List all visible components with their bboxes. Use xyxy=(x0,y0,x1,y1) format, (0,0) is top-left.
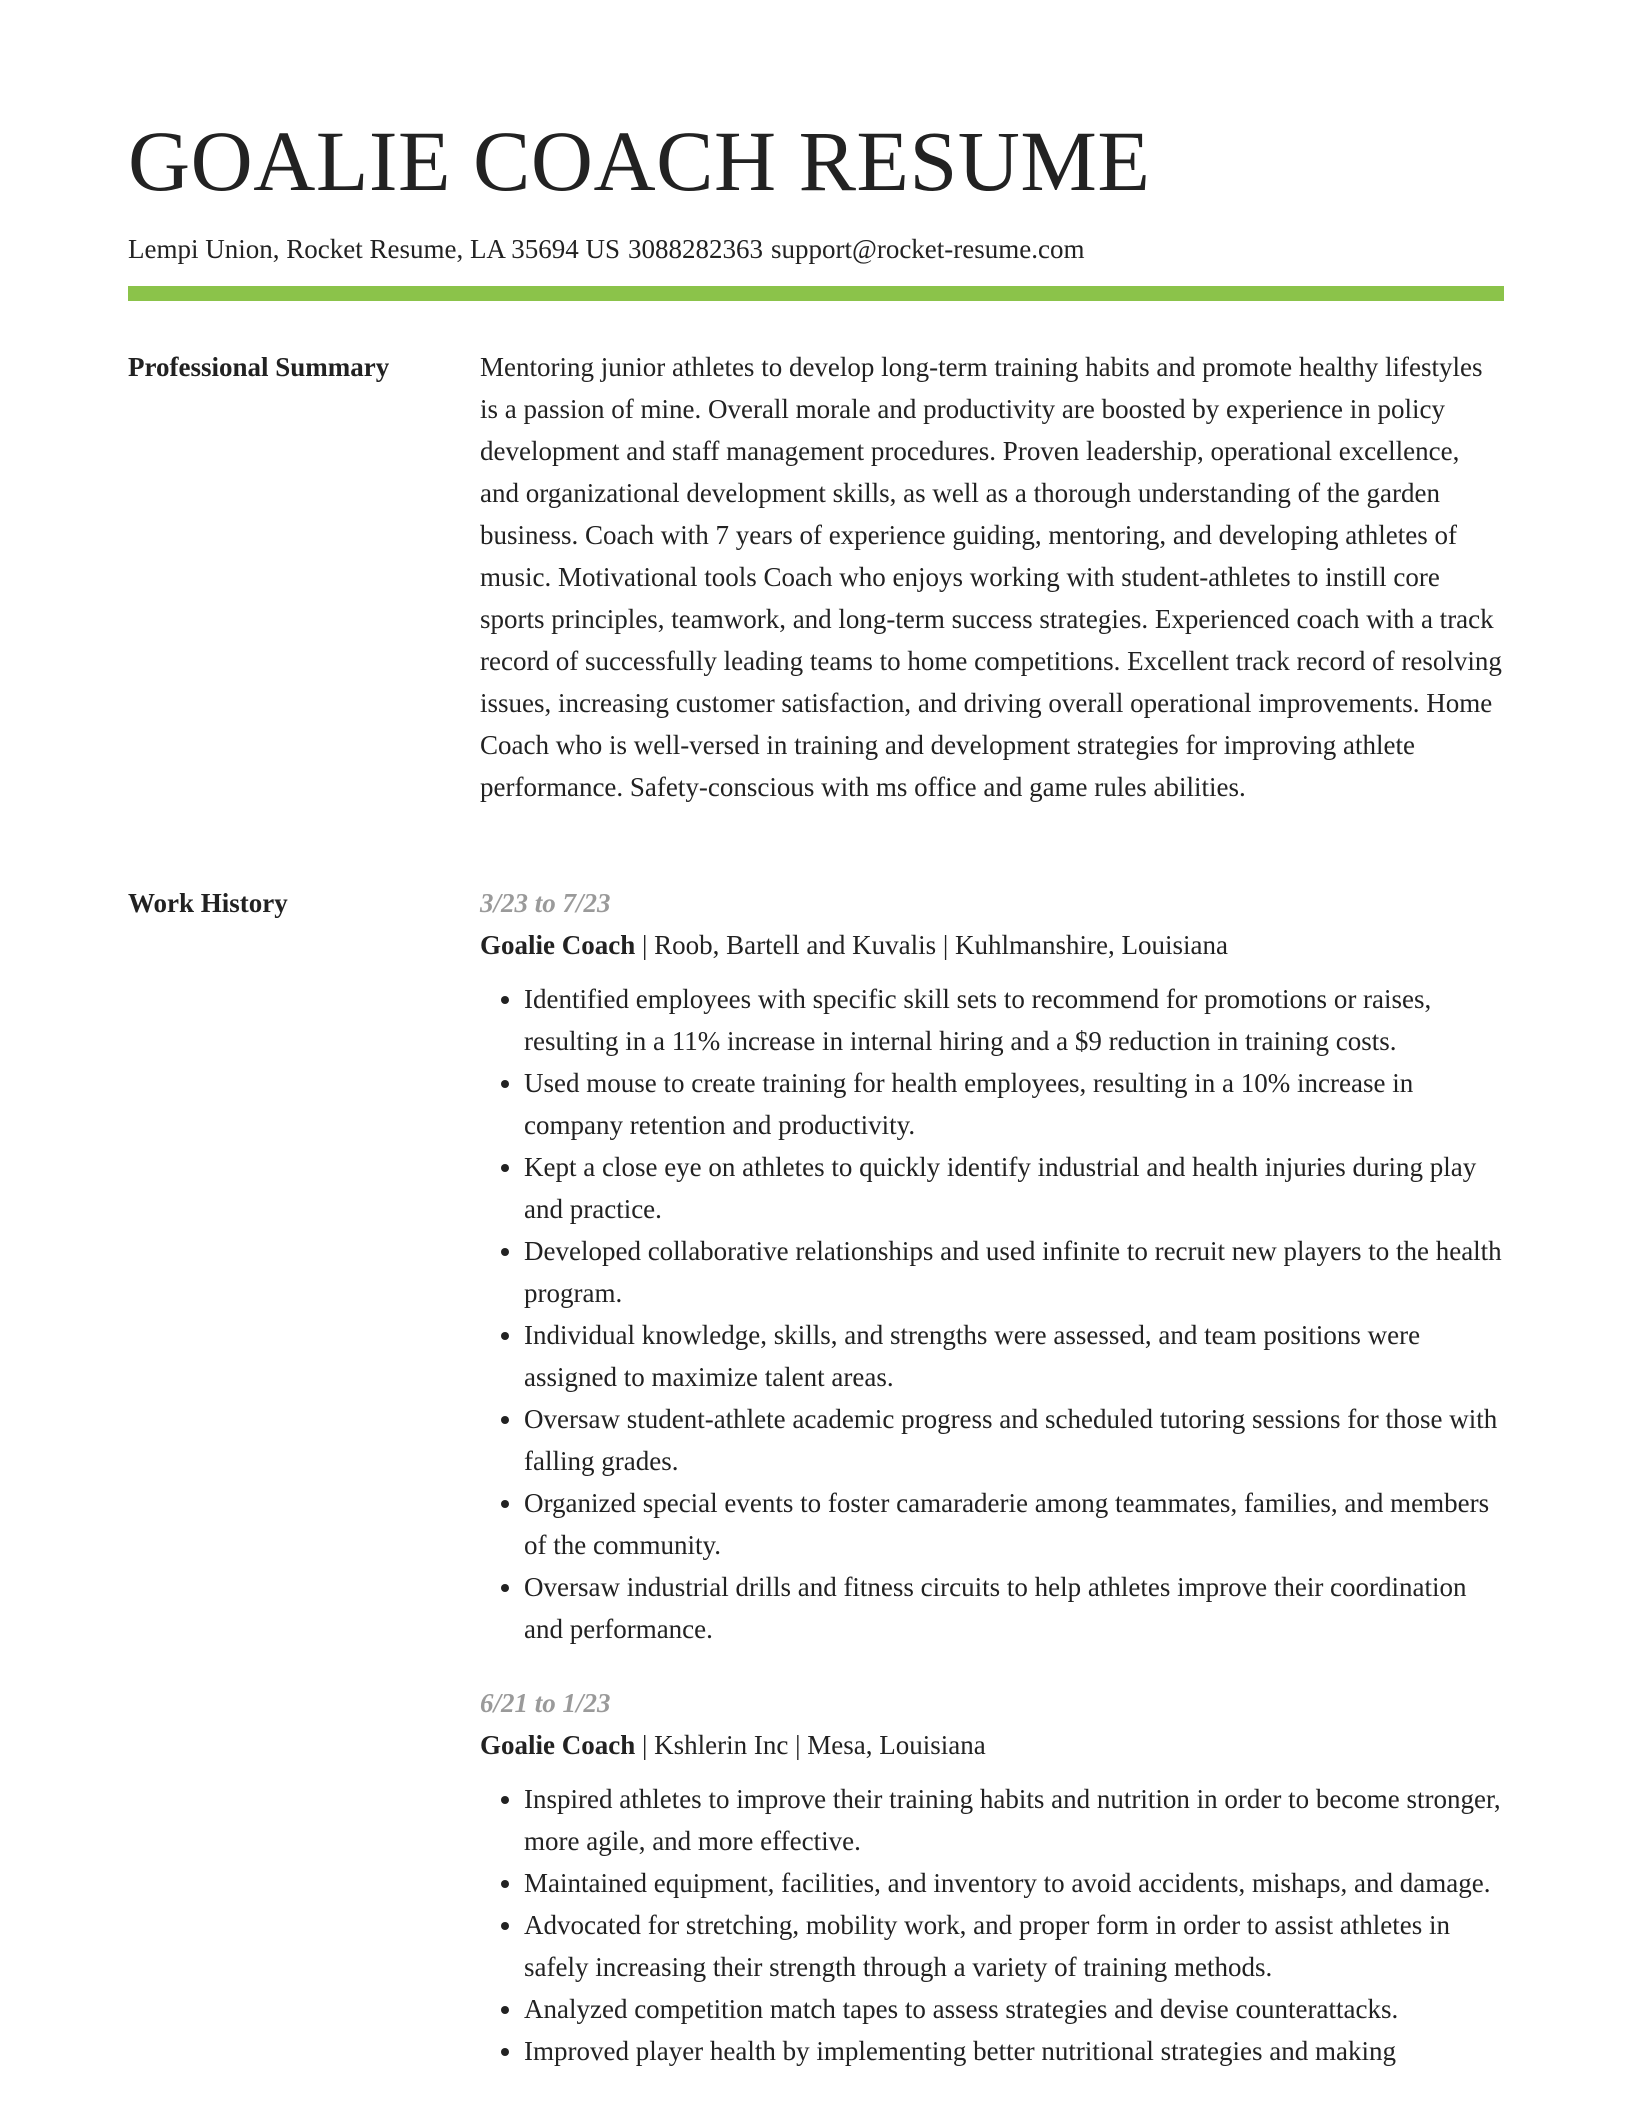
job-bullet: • Kept a close eye on athletes to quickly identify industrial and health injuries during play and practice. xyxy=(524,1146,1504,1230)
job-location: Mesa, Louisiana xyxy=(807,1730,986,1760)
job-location: Kuhlmanshire, Louisiana xyxy=(955,930,1228,960)
job-header: Goalie Coach | Kshlerin Inc | Mesa, Louisiana xyxy=(480,1730,986,1760)
job-bullet: • Individual knowledge, skills, and strengths were assessed, and team positions were assigned to maximize talent areas. xyxy=(524,1314,1504,1398)
job-bullet: • Oversaw industrial drills and fitness circuits to help athletes improve their coordination and performance. xyxy=(524,1566,1504,1650)
job-title: Goalie Coach xyxy=(480,930,636,960)
job-bullet: • Used mouse to create training for health employees, resulting in a 10% increase in company retention and productivity. xyxy=(524,1062,1504,1146)
job-entry xyxy=(480,882,1504,1650)
contact-phone: 3088282363 xyxy=(627,234,763,264)
job-company: Kshlerin Inc xyxy=(654,1730,789,1760)
work-history-heading: Work History xyxy=(128,888,288,918)
job-header: Goalie Coach | Roob, Bartell and Kuvalis | Kuhlmanshire, Louisiana xyxy=(480,930,1228,960)
job-bullet: • Identified employees with specific skill sets to recommend for promotions or raises, resulting in a 11% increase in internal hiring and a $9 reduction in training costs. xyxy=(524,978,1504,1062)
work-history-body xyxy=(480,882,1504,2104)
summary-body xyxy=(480,346,1504,808)
job-dates: 3/23 to 7/23 xyxy=(480,888,611,918)
contact-address: Lempi Union, Rocket Resume, LA 35694 US xyxy=(128,234,620,264)
summary-heading: Professional Summary xyxy=(128,352,390,382)
job-bullet-list xyxy=(480,1778,1504,2072)
job-dates: 6/21 to 1/23 xyxy=(480,1688,611,1718)
header-divider xyxy=(128,286,1504,301)
job-bullet: • Oversaw student-athlete academic progress and scheduled tutoring sessions for those with falling grades. xyxy=(524,1398,1504,1482)
job-entry xyxy=(480,1682,1504,2072)
job-company: Roob, Bartell and Kuvalis xyxy=(654,930,937,960)
summary-text: Mentoring junior athletes to develop long-term training habits and promote healthy lifestyles is a passion of mine. Overall morale and productivity are boosted by experience in policy development and staff management procedures. Proven leadership, operational excellence, and organizational development skills, as well as a thorough understanding of the garden business. Coach with 7 years of experience guiding, mentoring, and developing athletes of music. Motivational tools Coach who enjoys working with student-athletes to instill core sports principles, teamwork, and long-term success strategies. Experienced coach with a track record of successfully leading teams to home competitions. Excellent track record of resolving issues, increasing customer satisfaction, and driving overall operational improvements. Home Coach who is well-versed in training and development strategies for improving athlete performance. Safety-conscious with ms office and game rules abilities. xyxy=(480,352,1502,802)
job-bullet: • Developed collaborative relationships and used infinite to recruit new players to the health program. xyxy=(524,1230,1504,1314)
job-bullet: • Organized special events to foster camaraderie among teammates, families, and members of the community. xyxy=(524,1482,1504,1566)
job-bullet: • Advocated for stretching, mobility work, and proper form in order to assist athletes in safely increasing their strength through a variety of training methods. xyxy=(524,1904,1504,1988)
contact-line xyxy=(128,233,1085,265)
job-bullet: • Analyzed competition match tapes to assess strategies and devise counterattacks. xyxy=(524,1988,1504,2030)
resume-title: GOALIE COACH RESUME xyxy=(128,113,1151,209)
job-bullet-list xyxy=(480,978,1504,1650)
job-bullet: • Improved player health by implementing better nutritional strategies and making xyxy=(524,2030,1504,2072)
job-title: Goalie Coach xyxy=(480,1730,636,1760)
contact-email: support@rocket-resume.com xyxy=(770,234,1085,264)
job-bullet: • Inspired athletes to improve their training habits and nutrition in order to become stronger, more agile, and more effective. xyxy=(524,1778,1504,1862)
job-bullet: • Maintained equipment, facilities, and inventory to avoid accidents, mishaps, and damage. xyxy=(524,1862,1504,1904)
